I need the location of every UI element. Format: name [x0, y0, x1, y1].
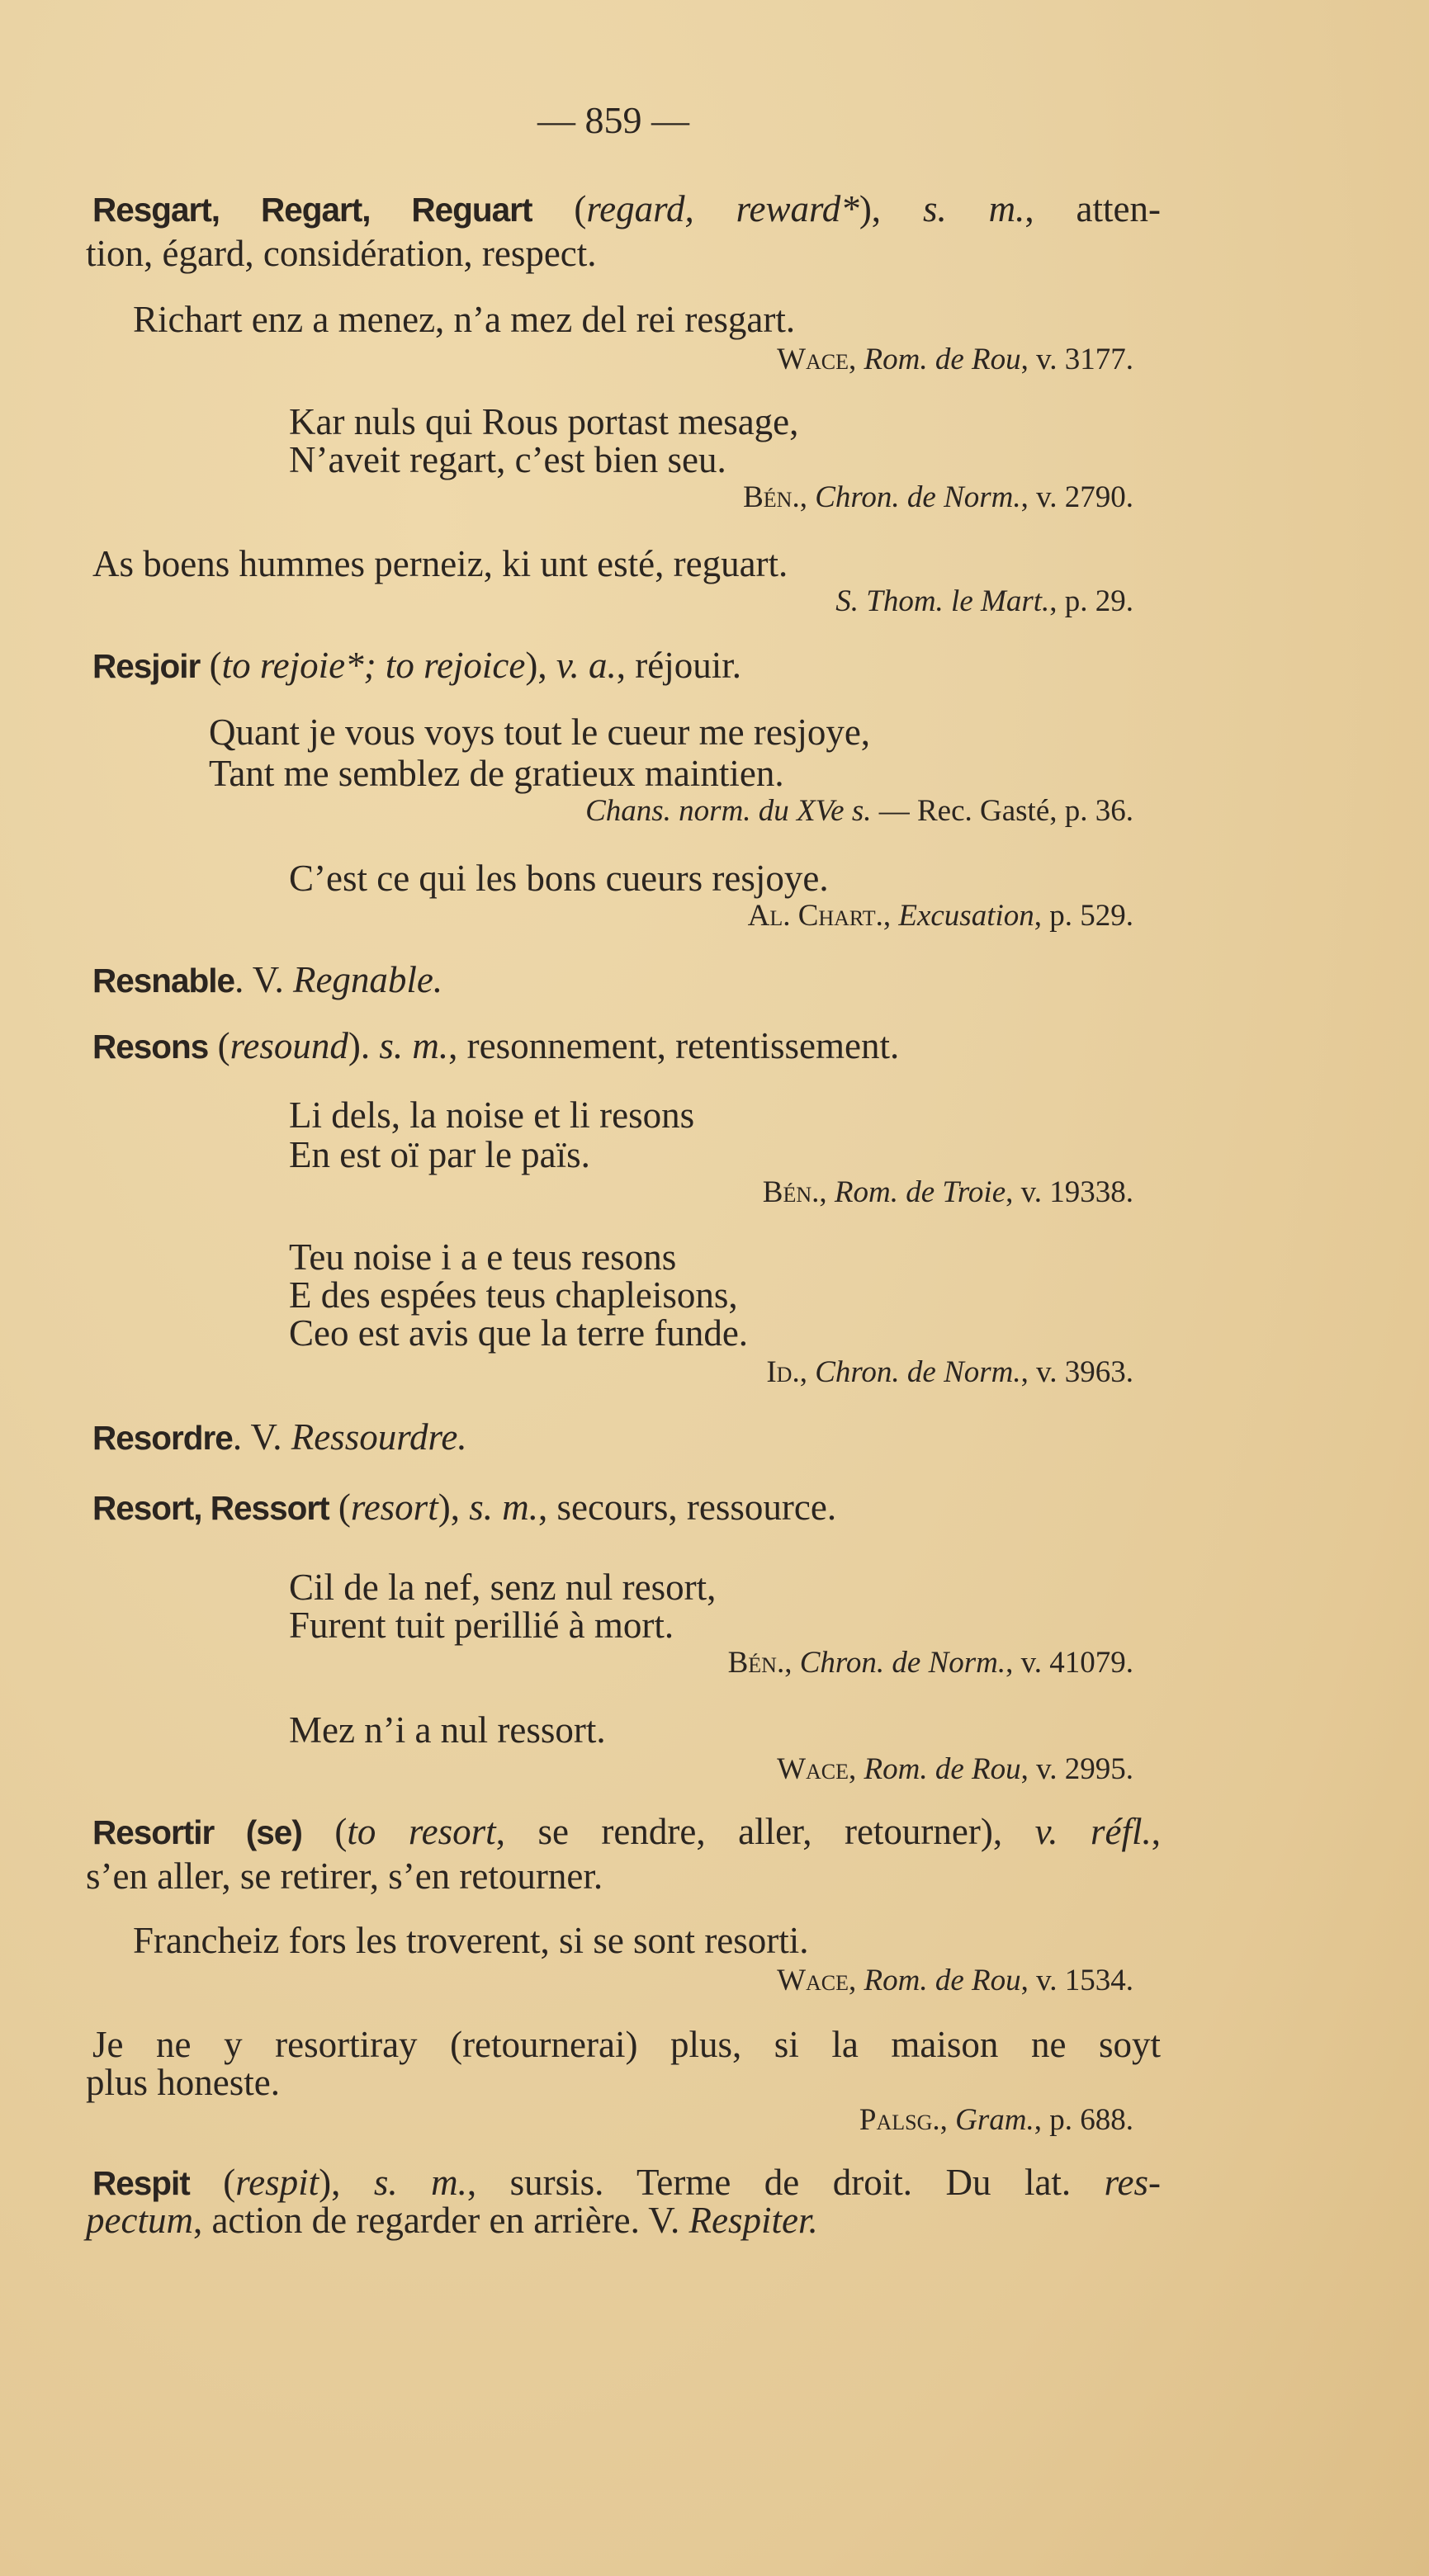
text-segment: , p. 29.: [1049, 584, 1133, 618]
headword: Respit: [92, 2164, 190, 2202]
body-line: [86, 232, 597, 275]
author-name: Al. Chart.: [747, 899, 883, 933]
text-segment: ,: [799, 480, 816, 514]
text-segment: Quant je vous voys tout le cueur me resjoye,: [209, 711, 871, 753]
italic-text: s. m.: [373, 2162, 467, 2203]
text-segment: , v. 2790.: [1020, 480, 1133, 514]
headword: Resnable: [92, 962, 235, 1000]
headword: Resortir (se): [92, 1813, 302, 1851]
author-name: Wace: [777, 343, 849, 376]
quotation-line: [289, 857, 829, 900]
quotation-line: [133, 298, 795, 341]
italic-text: res-: [1104, 2162, 1161, 2203]
quotation-line: [289, 400, 798, 443]
text-segment: . V.: [232, 1416, 291, 1458]
quotation-line: [209, 711, 870, 754]
text-segment: Tant me semblez de gratieux maintien.: [209, 753, 784, 794]
text-segment: tion, égard, considération, respect.: [86, 233, 597, 274]
body-line: [86, 1855, 603, 1898]
quotation-line: [289, 1709, 606, 1751]
text-segment: , action de regarder en arrière. V.: [192, 2200, 689, 2241]
italic-text: s. m.: [469, 1487, 538, 1528]
author-name: Wace: [777, 1752, 849, 1786]
text-segment: , secours, ressource.: [537, 1487, 837, 1528]
text-segment: , p. 529.: [1034, 899, 1133, 933]
italic-text: v. a.: [556, 645, 617, 686]
entry-headline: [92, 2161, 1161, 2204]
text-segment: E des espées teus chapleisons,: [289, 1274, 738, 1316]
quotation-line: [133, 1919, 809, 1962]
text-segment: ,: [849, 1964, 864, 1997]
text-segment: , se rendre, aller, retourner),: [495, 1811, 1035, 1852]
italic-text: Rom. de Rou: [864, 1964, 1021, 1997]
headword: Resordre: [92, 1419, 233, 1457]
author-name: Wace: [777, 1964, 849, 1997]
quotation-line: [289, 1274, 738, 1316]
italic-text: regard, reward*: [586, 188, 859, 229]
citation-line: [763, 1171, 1133, 1214]
quotation-line: [289, 1312, 748, 1354]
text-segment: Mez n’i a nul ressort.: [289, 1709, 606, 1751]
citation-line: [859, 2099, 1133, 2142]
italic-text: to resort: [347, 1811, 496, 1852]
text-segment: s’en aller, se retirer, s’en retourner.: [86, 1855, 603, 1897]
text-segment: ,: [784, 1646, 800, 1680]
text-segment: (: [208, 1025, 230, 1066]
body-line: [92, 2023, 1161, 2066]
text-segment: , réjouir.: [616, 645, 741, 686]
text-segment: ).: [348, 1025, 380, 1066]
page-number: — 859 —: [537, 99, 689, 141]
quotation-line: [289, 1133, 590, 1176]
italic-text: resort: [350, 1487, 438, 1528]
italic-text: Ressourdre.: [291, 1416, 467, 1458]
citation-line: [835, 580, 1133, 623]
text-segment: Li dels, la noise et li resons: [289, 1094, 695, 1136]
italic-text: pectum: [86, 2200, 193, 2241]
quotation-line: [289, 1236, 676, 1279]
text-segment: ,: [819, 1175, 835, 1209]
quotation-line: [289, 1566, 716, 1609]
text-segment: (: [200, 645, 222, 686]
text-segment: ,: [939, 2103, 956, 2137]
text-segment: (: [329, 1487, 351, 1528]
text-segment: , p. 688.: [1034, 2103, 1133, 2137]
italic-text: resound: [229, 1025, 348, 1066]
text-segment: Kar nuls qui Rous portast mesage,: [289, 401, 799, 442]
entry-headline: [92, 1416, 467, 1458]
author-name: Palsg.: [859, 2103, 940, 2137]
italic-text: respit: [235, 2162, 319, 2203]
italic-text: Gram.: [955, 2103, 1034, 2137]
text-segment: ,: [849, 1752, 864, 1786]
quotation-line: [289, 1604, 674, 1647]
text-segment: ,: [882, 899, 899, 933]
italic-text: Rom. de Rou: [864, 343, 1021, 376]
entry-headline: [92, 1486, 836, 1529]
text-segment: (: [189, 2162, 236, 2203]
text-segment: ,: [1151, 1811, 1161, 1852]
text-segment: Francheiz fors les troverent, si se sont resorti.: [133, 1920, 809, 1961]
text-segment: ,: [799, 1355, 816, 1389]
text-segment: As boens hummes perneiz, ki unt esté, reguart.: [92, 543, 788, 584]
text-segment: , v. 2995.: [1020, 1752, 1133, 1786]
body-line: [86, 2061, 280, 2104]
quotation-line: [209, 752, 784, 795]
text-segment: Teu noise i a e teus resons: [289, 1236, 677, 1278]
italic-text: v. réfl.: [1034, 1811, 1152, 1852]
quotation-line: [289, 1094, 694, 1137]
quotation-line: [92, 542, 788, 585]
text-segment: ),: [438, 1487, 470, 1528]
text-segment: Ceo est avis que la terre funde.: [289, 1312, 749, 1354]
italic-text: Chron. de Norm.: [799, 1646, 1006, 1680]
italic-text: Chans. norm. du XVe s.: [585, 794, 872, 828]
author-name: Id.: [766, 1355, 800, 1389]
text-segment: ,: [849, 343, 864, 376]
entry-headline: [92, 644, 741, 687]
text-segment: Cil de la nef, senz nul resort,: [289, 1567, 717, 1608]
body-line: [86, 2199, 818, 2242]
headword: Resort, Ressort: [92, 1489, 329, 1527]
text-segment: (: [532, 188, 587, 229]
entry-headline: [92, 1810, 1161, 1853]
citation-line: [777, 1748, 1133, 1791]
text-segment: ),: [859, 188, 923, 229]
entry-headline: [92, 187, 1161, 230]
text-segment: . V.: [234, 959, 293, 1000]
text-segment: — Rec. Gasté, p. 36.: [871, 794, 1133, 828]
italic-text: Chron. de Norm.: [815, 480, 1021, 514]
headword: Resgart, Regart, Reguart: [92, 191, 532, 229]
text-segment: Je ne y resortiray (retournerai) plus, si la maison ne soyt: [92, 2024, 1161, 2065]
text-segment: , v. 19338.: [1006, 1175, 1133, 1209]
italic-text: Rom. de Troie: [834, 1175, 1006, 1209]
text-segment: plus honeste.: [86, 2062, 280, 2103]
italic-text: S. Thom. le Mart.: [835, 584, 1050, 618]
entry-headline: [92, 958, 442, 1001]
citation-line: [728, 1642, 1133, 1685]
citation-line: [777, 338, 1133, 381]
text-segment: Richart enz a menez, n’a mez del rei resgart.: [133, 299, 796, 340]
text-segment: ),: [319, 2162, 374, 2203]
italic-text: Rom. de Rou: [864, 1752, 1021, 1786]
headword: Resjoir: [92, 647, 201, 685]
text-segment: , resonnement, retentissement.: [448, 1025, 900, 1066]
italic-text: Respiter.: [688, 2200, 818, 2241]
author-name: Bén.: [762, 1175, 820, 1209]
quotation-line: [289, 438, 726, 481]
italic-text: Regnable.: [292, 959, 443, 1000]
text-segment: Furent tuit perillié à mort.: [289, 1605, 674, 1646]
citation-line: [766, 1351, 1133, 1394]
citation-line: [777, 1959, 1133, 2002]
text-segment: N’aveit regart, c’est bien seu.: [289, 439, 726, 480]
italic-text: Chron. de Norm.: [815, 1355, 1021, 1389]
text-segment: (: [301, 1811, 348, 1852]
text-segment: , atten-: [1024, 188, 1161, 229]
italic-text: s. m.: [922, 188, 1025, 229]
citation-line: [743, 476, 1133, 519]
text-segment: ),: [525, 645, 556, 686]
entry-headline: [92, 1024, 899, 1067]
text-segment: , v. 41079.: [1006, 1646, 1133, 1680]
text-segment: , v. 3177.: [1020, 343, 1133, 376]
citation-line: [585, 790, 1133, 833]
citation-line: [748, 895, 1133, 938]
text-segment: , v. 3963.: [1020, 1355, 1133, 1389]
italic-text: s. m.: [379, 1025, 449, 1066]
text-segment: , v. 1534.: [1020, 1964, 1133, 1997]
italic-text: to rejoie*; to rejoice: [221, 645, 526, 686]
text-segment: , sursis. Terme de droit. Du lat.: [466, 2162, 1105, 2203]
headword: Resons: [92, 1028, 209, 1066]
text-segment: C’est ce qui les bons cueurs resjoye.: [289, 858, 829, 899]
author-name: Bén.: [743, 480, 800, 514]
text-segment: En est oï par le païs.: [289, 1134, 590, 1175]
author-name: Bén.: [727, 1646, 785, 1680]
italic-text: Excusation: [898, 899, 1034, 933]
